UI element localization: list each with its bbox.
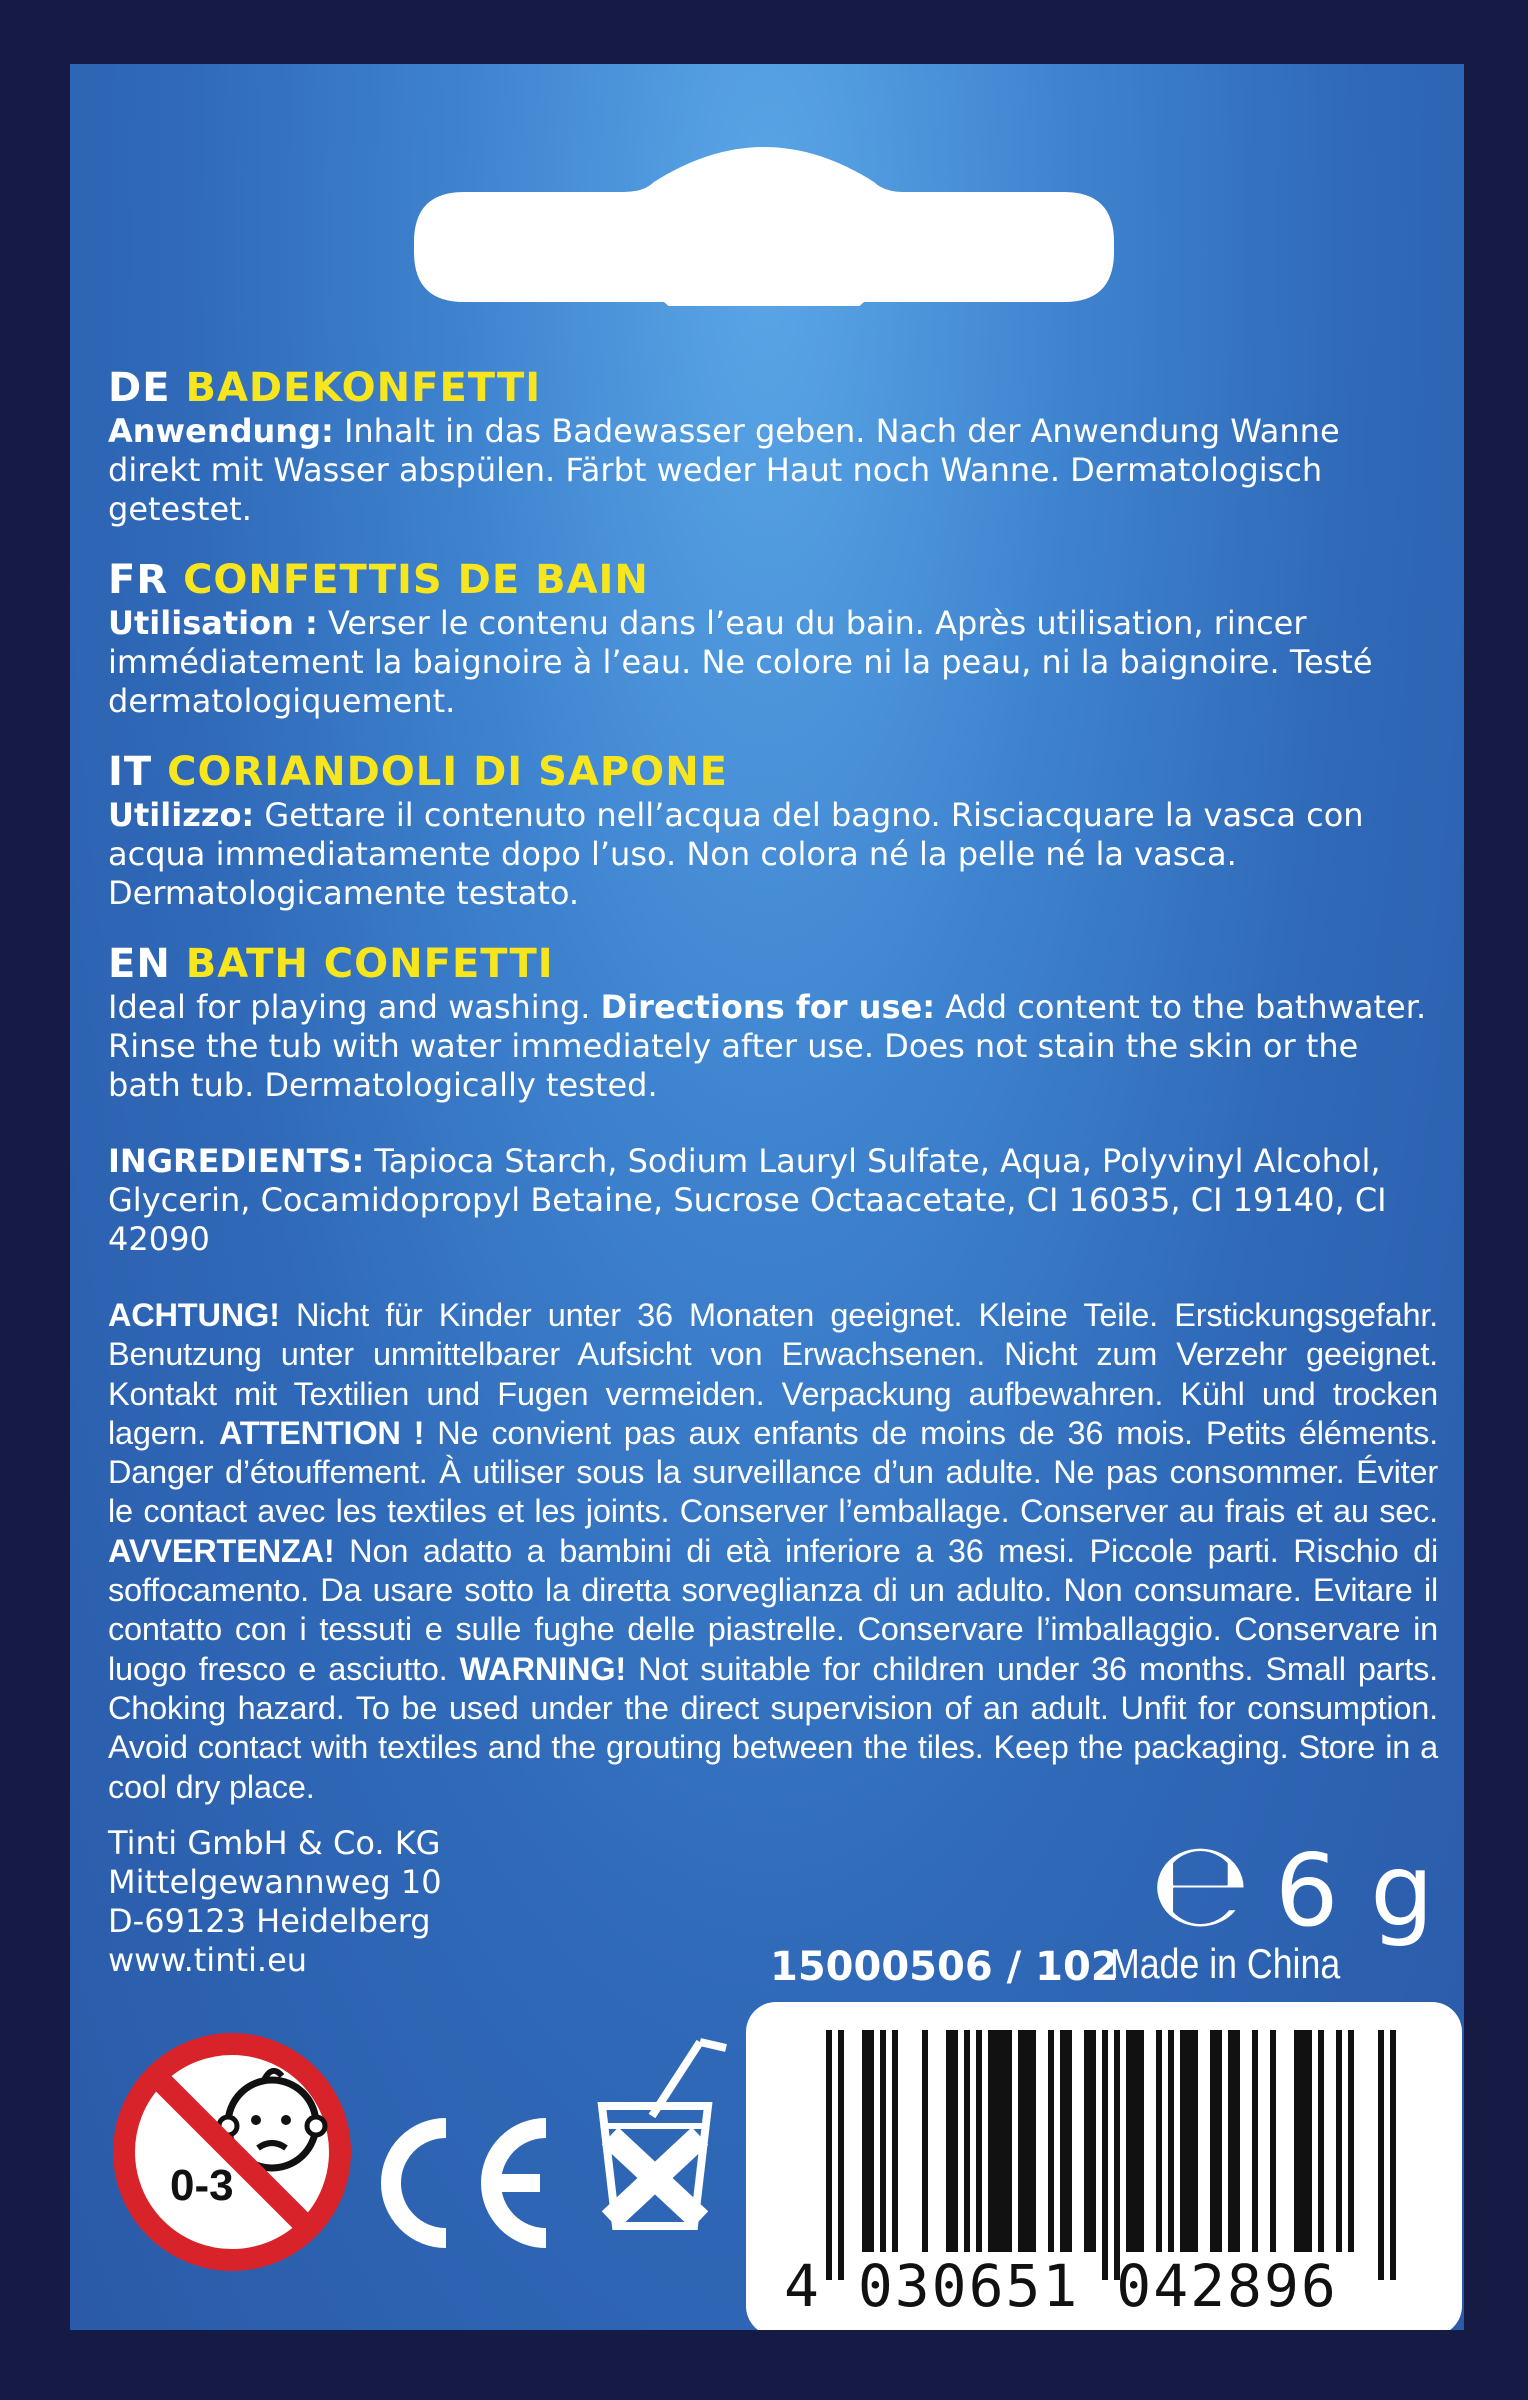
estimated-sign-icon: ℮ bbox=[1150, 1815, 1251, 1953]
barcode-bar bbox=[1180, 2030, 1186, 2252]
barcode-bar bbox=[826, 2030, 832, 2280]
barcode bbox=[746, 2002, 1462, 2330]
barcode-bar bbox=[1252, 2030, 1258, 2252]
barcode-bar bbox=[1210, 2030, 1216, 2252]
barcode-bar bbox=[1024, 2030, 1030, 2252]
section-it bbox=[108, 748, 1438, 913]
barcode-bar bbox=[1234, 2030, 1240, 2252]
barcode-bar bbox=[1132, 2030, 1138, 2252]
section-heading: EN BATH CONFETTI bbox=[108, 941, 554, 987]
barcode-bar bbox=[1192, 2030, 1198, 2252]
section-text: Ideal for playing and washing. Directions for use: Add content to the bathwater. Rinse the tub with water immediately after use. Does not stain the skin or the bath tub. Dermatologically tested. bbox=[108, 988, 1427, 1104]
barcode-bar bbox=[862, 2030, 868, 2252]
barcode-bar bbox=[1168, 2030, 1174, 2252]
ingredients: INGREDIENTS: Tapioca Starch, Sodium Lauryl Sulfate, Aqua, Polyvinyl Alcohol, Glycerin, Cocamidopropyl Betaine, Sucrose Octaacetate, CI 16035, CI 19140, CI 42090 bbox=[108, 1142, 1387, 1258]
barcode-bar bbox=[1090, 2030, 1096, 2252]
barcode-bar bbox=[1270, 2030, 1276, 2252]
barcode-number: 4 030651 042896 bbox=[784, 2252, 1338, 2320]
barcode-bar bbox=[1186, 2030, 1192, 2252]
barcode-bar bbox=[1306, 2030, 1312, 2252]
barcode-bar bbox=[964, 2030, 970, 2252]
net-weight: ℮ 6 g bbox=[1150, 1815, 1434, 1953]
barcode-bar bbox=[1336, 2030, 1342, 2252]
section-en bbox=[108, 940, 1438, 1105]
barcode-bar bbox=[1030, 2030, 1036, 2252]
package-back bbox=[70, 64, 1464, 2330]
barcode-bar bbox=[880, 2030, 886, 2252]
barcode-bar bbox=[1294, 2030, 1300, 2252]
barcode-bar bbox=[1300, 2030, 1306, 2252]
barcode-bar bbox=[868, 2030, 874, 2252]
age-badge: 0-3 bbox=[170, 2161, 234, 2210]
barcode-bar bbox=[1126, 2030, 1132, 2252]
hang-hole bbox=[414, 128, 1114, 306]
section-heading: DE BADEKONFETTI bbox=[108, 365, 542, 411]
barcode-bar bbox=[1084, 2030, 1090, 2252]
origin-label: Made in China bbox=[1110, 1940, 1341, 1987]
barcode-bar bbox=[1390, 2030, 1396, 2280]
ce-mark-icon bbox=[360, 2108, 560, 2258]
company-street: Mittelgewannweg 10 bbox=[108, 1863, 442, 1901]
section-text: Anwendung: Inhalt in das Badewasser geben. Nach der Anwendung Wanne direkt mit Wasser abspülen. Färbt weder Haut noch Wanne. Dermatologisch getestet. bbox=[108, 412, 1340, 528]
barcode-bar bbox=[994, 2030, 1000, 2252]
company-city: D-69123 Heidelberg bbox=[108, 1902, 431, 1940]
barcode-bar bbox=[1066, 2030, 1072, 2252]
section-heading: IT CORIANDOLI DI SAPONE bbox=[108, 749, 728, 795]
barcode-bar bbox=[1318, 2030, 1324, 2252]
barcode-bar bbox=[1114, 2030, 1120, 2280]
company-name: Tinti GmbH & Co. KG bbox=[108, 1824, 441, 1862]
barcode-bar bbox=[1348, 2030, 1354, 2252]
company-address bbox=[108, 1824, 442, 1980]
barcode-bar bbox=[1006, 2030, 1012, 2252]
barcode-bar bbox=[1000, 2030, 1006, 2252]
barcode-bar bbox=[1156, 2030, 1162, 2252]
not-for-children-under-3-icon bbox=[104, 2024, 360, 2280]
section-heading: FR CONFETTIS DE BAIN bbox=[108, 557, 649, 603]
barcode-bar bbox=[892, 2030, 898, 2252]
barcode-bar bbox=[1048, 2030, 1054, 2252]
barcode-bar bbox=[1102, 2030, 1108, 2280]
barcode-bar bbox=[952, 2030, 958, 2252]
barcode-bar bbox=[976, 2030, 982, 2252]
barcode-bar bbox=[1060, 2030, 1066, 2252]
barcode-bar bbox=[1228, 2030, 1234, 2252]
section-text: Utilizzo: Gettare il contenuto nell’acqua del bagno. Risciacquare la vasca con acqua immediatamente dopo l’uso. Non colora né la pelle né la vasca. Dermatologicamente testato. bbox=[108, 796, 1364, 912]
barcode-bar bbox=[838, 2030, 844, 2280]
section-de bbox=[108, 364, 1438, 529]
barcode-bar bbox=[922, 2030, 928, 2252]
warnings: ACHTUNG! Nicht für Kinder unter 36 Monaten geeignet. Kleine Teile. Erstickungsgefahr. Benutzung unter unmittelbarer Aufsicht von Erwachsenen. Nicht zum Verzehr geeignet. Kontakt mit Textilien und Fugen vermeiden. Verpackung aufbewahren. Kühl und trocken lagern. ATTENTION ! Ne convient pas aux enfants de moins de 36 mois. Petits éléments. Danger d’étouffement. À utiliser sous la surveillance d’un adulte. Ne pas consommer. Éviter le contact avec les textiles et les joints. Conserver l’emballage. Conserver au frais et au sec. AVVERTENZA! Non adatto a bambini di età inferiore a 36 mesi. Piccole parti. Rischio di soffocamento. Da usare sotto la diretta sorveglianza di un adulto. Non consumare. Evitare il contatto con i tessuti e sulle fughe delle piastrelle. Conservare l’imballaggio. Conservare in luogo fresco e asciutto. WARNING! Not suitable for children under 36 months. Small parts. Choking hazard. To be used under the direct supervision of an adult. Unfit for consumption. Avoid contact with textiles and the grouting between the tiles. Keep the packaging. Store in a cool dry place. bbox=[108, 1297, 1438, 1805]
section-fr bbox=[108, 556, 1438, 721]
barcode-bar bbox=[1216, 2030, 1222, 2252]
not-edible-icon bbox=[590, 2036, 730, 2236]
barcode-bar bbox=[988, 2030, 994, 2252]
barcode-bar bbox=[946, 2030, 952, 2252]
barcode-bar bbox=[1018, 2030, 1024, 2252]
barcode-bar bbox=[1138, 2030, 1144, 2252]
article-number: 15000506 / 102 bbox=[770, 1944, 1119, 1990]
barcode-bar bbox=[1378, 2030, 1384, 2280]
company-website: www.tinti.eu bbox=[108, 1941, 308, 1979]
section-text: Utilisation : Verser le contenu dans l’eau du bain. Après utilisation, rincer immédiatement la baignoire à l’eau. Ne colore ni la peau, ni la baignoire. Testé dermatologiquement. bbox=[108, 604, 1373, 720]
